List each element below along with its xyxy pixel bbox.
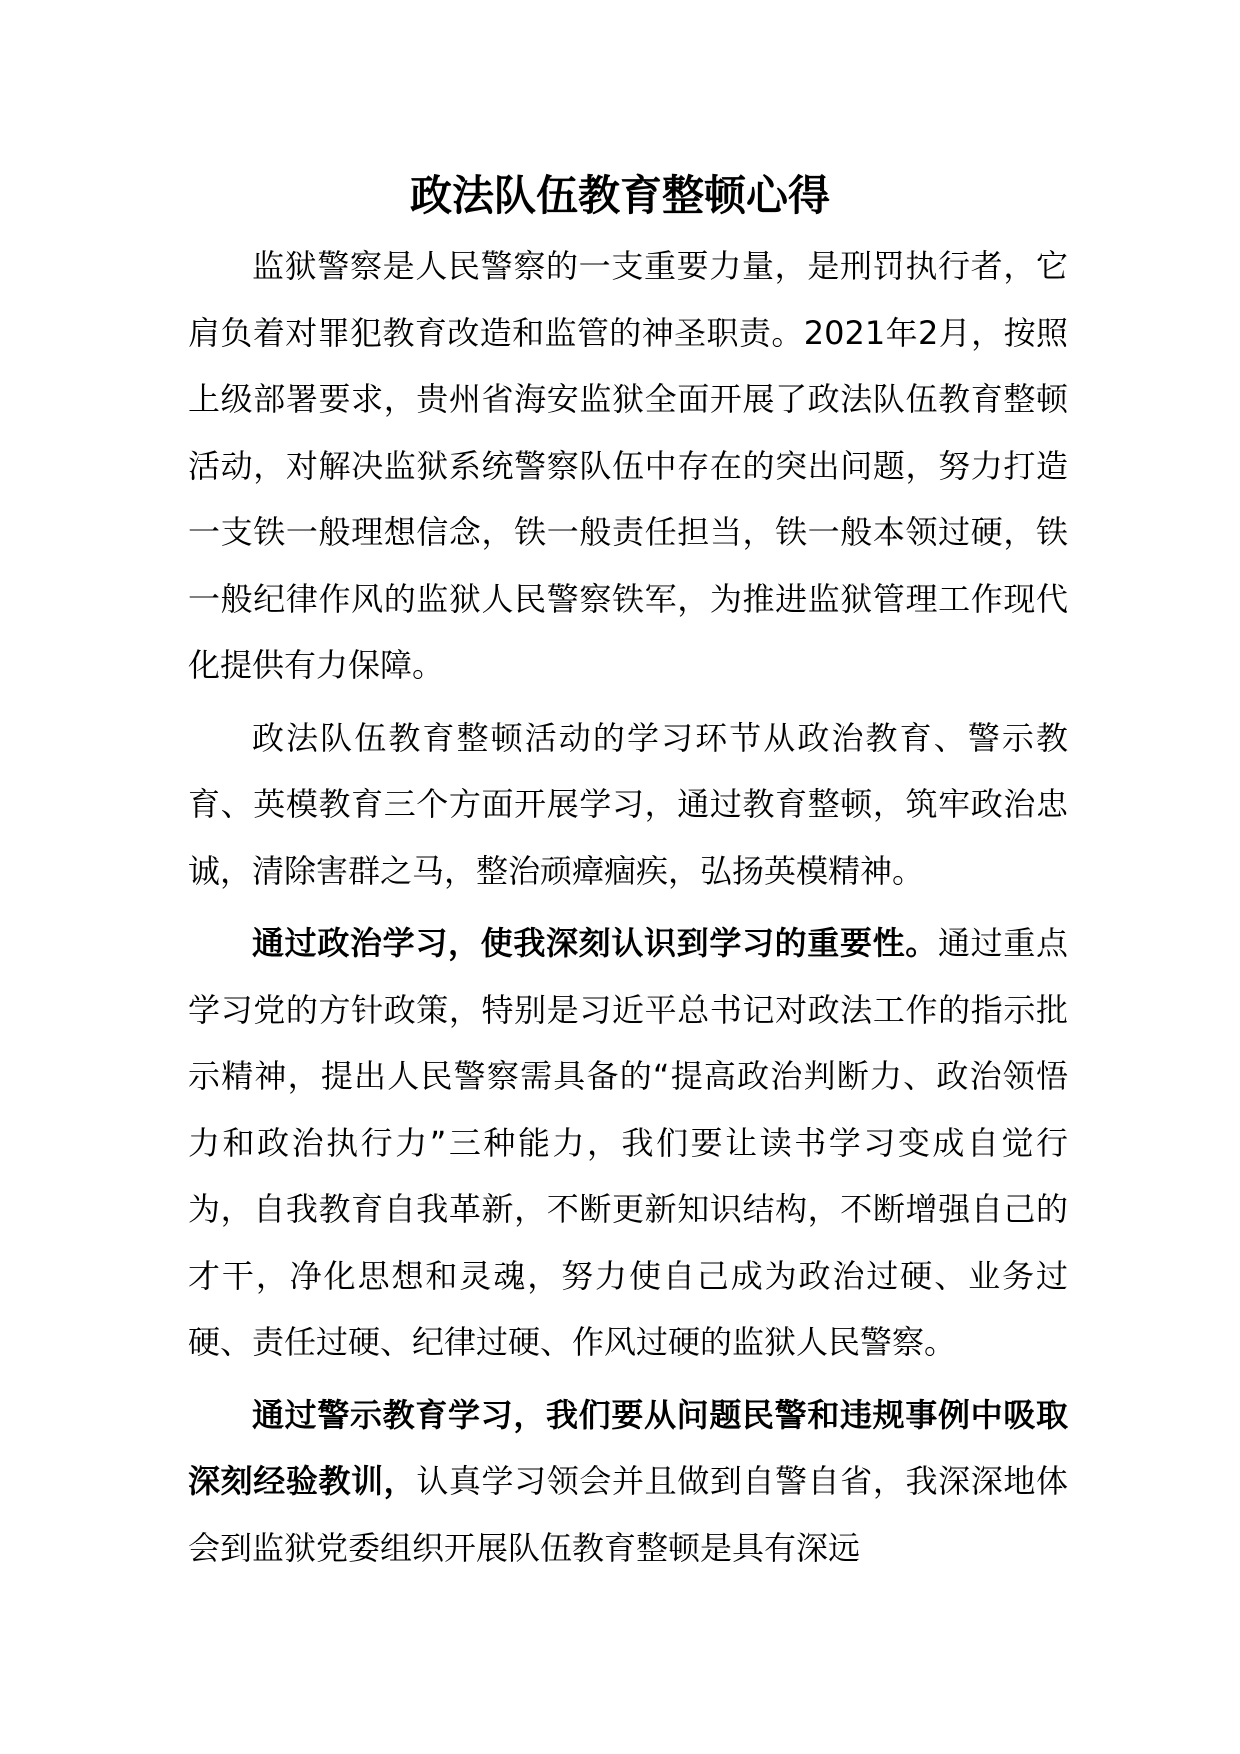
paragraph-3-lead: 通过政治学习，使我深刻认识到学习的重要性。	[252, 924, 938, 962]
paragraph-4-text: 认真学习领会并且做到自警自省，我深深地体会到监狱党委组织开展队伍教育整顿是具有深远	[188, 1462, 1068, 1567]
document-body	[188, 233, 1068, 1581]
paragraph-2	[188, 705, 1068, 905]
paragraph-4-lead: 通过警示教育学习，我们要从问题民警和违规事例中吸取深刻经验教训，	[188, 1395, 1068, 1500]
document-title: 政法队伍教育整顿心得	[409, 171, 830, 220]
paragraph-3	[188, 910, 1068, 1376]
paragraph-1-text: 监狱警察是人民警察的一支重要力量，是刑罚执行者，它肩负着对罪犯教育改造和监管的神圣职责。2021年2月，按照上级部署要求，贵州省海安监狱全面开展了政法队伍教育整顿活动，对解决监狱系统警察队伍中存在的突出问题，努力打造一支铁一般理想信念，铁一般责任担当，铁一般本领过硬，铁一般纪律作风的监狱人民警察铁军，为推进监狱管理工作现代化提供有力保障。	[188, 247, 1068, 684]
paragraph-4	[188, 1382, 1068, 1582]
paragraph-2-text: 政法队伍教育整顿活动的学习环节从政治教育、警示教育、英模教育三个方面开展学习，通过教育整顿，筑牢政治忠诚，清除害群之马，整治顽瘴痼疾，弘扬英模精神。	[188, 718, 1068, 890]
paragraph-1	[188, 233, 1068, 699]
paragraph-3-text: 通过重点学习党的方针政策，特别是习近平总书记对政法工作的指示批示精神，提出人民警察需具备的“提高政治判断力、政治领悟力和政治执行力”三种能力，我们要让读书学习变成自觉行为，自我教育自我革新，不断更新知识结构，不断增强自己的才干，净化思想和灵魂，努力使自己成为政治过硬、业务过硬、责任过硬、纪律过硬、作风过硬的监狱人民警察。	[188, 924, 1068, 1361]
